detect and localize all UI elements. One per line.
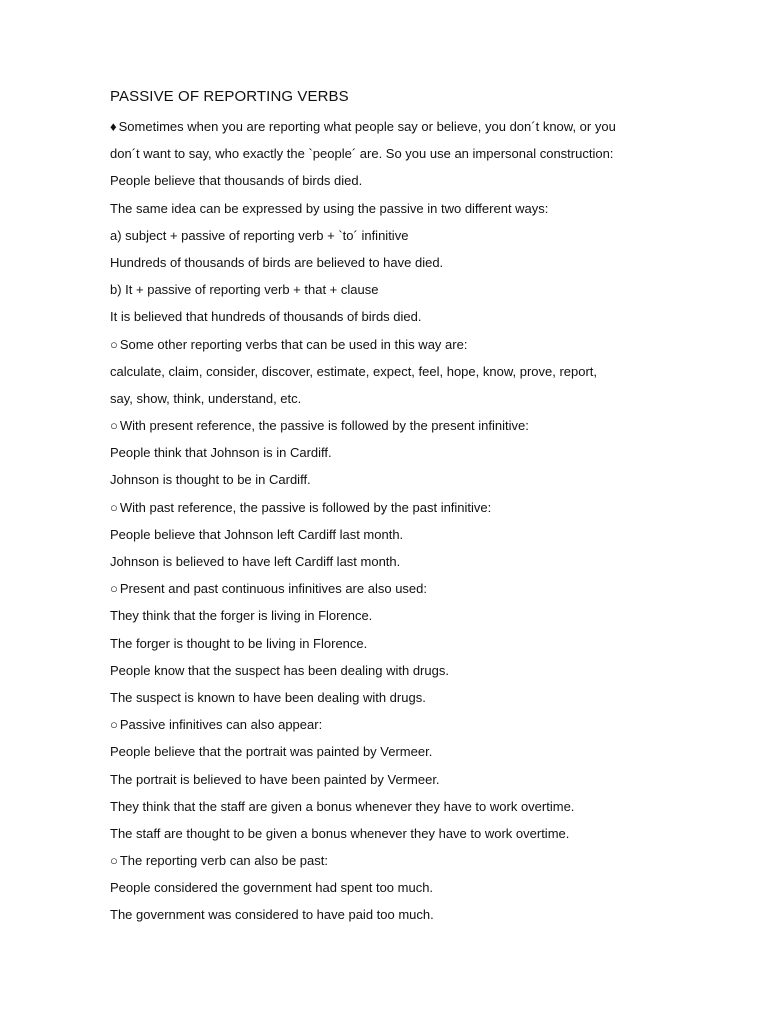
text-line bbox=[110, 608, 710, 635]
text-line bbox=[110, 119, 710, 146]
text-line bbox=[110, 228, 710, 255]
text-line bbox=[110, 853, 710, 880]
text-line bbox=[110, 472, 710, 499]
line-text: Some other reporting verbs that can be used in this way are: bbox=[119, 336, 468, 352]
document-body bbox=[110, 119, 710, 935]
text-line bbox=[110, 907, 710, 934]
text-line bbox=[110, 500, 710, 527]
text-line bbox=[110, 581, 710, 608]
line-text: People know that the suspect has been dealing with drugs. bbox=[110, 662, 449, 678]
circle-bullet-icon: ○ bbox=[110, 581, 118, 597]
text-line bbox=[110, 337, 710, 364]
text-line bbox=[110, 799, 710, 826]
text-line bbox=[110, 880, 710, 907]
text-line bbox=[110, 636, 710, 663]
circle-bullet-icon: ○ bbox=[110, 717, 118, 733]
text-line bbox=[110, 527, 710, 554]
text-line bbox=[110, 445, 710, 472]
text-line bbox=[110, 309, 710, 336]
line-text: say, show, think, understand, etc. bbox=[110, 390, 302, 406]
circle-bullet-icon: ○ bbox=[110, 336, 118, 352]
line-text: People considered the government had spent too much. bbox=[110, 880, 434, 896]
line-text: The staff are thought to be given a bonus whenever they have to work overtime. bbox=[110, 825, 570, 841]
circle-bullet-icon: ○ bbox=[110, 499, 118, 515]
text-line bbox=[110, 554, 710, 581]
text-line bbox=[110, 418, 710, 445]
line-text: Johnson is thought to be in Cardiff. bbox=[110, 472, 311, 488]
diamond-bullet-icon: ♦ bbox=[110, 119, 117, 134]
circle-bullet-icon: ○ bbox=[110, 418, 118, 434]
circle-bullet-icon: ○ bbox=[110, 853, 118, 869]
text-line bbox=[110, 255, 710, 282]
text-line bbox=[110, 173, 710, 200]
line-text: Hundreds of thousands of birds are believed to have died. bbox=[110, 254, 444, 270]
line-text: b) It + passive of reporting verb + that + clause bbox=[110, 282, 379, 298]
text-line bbox=[110, 744, 710, 771]
text-line bbox=[110, 364, 710, 391]
line-text: don´t want to say, who exactly the `people´ are. So you use an impersonal construction: bbox=[110, 146, 614, 162]
text-line bbox=[110, 201, 710, 228]
line-text: Sometimes when you are reporting what people say or believe, you don´t know, or you bbox=[118, 119, 616, 134]
line-text: The same idea can be expressed by using the passive in two different ways: bbox=[110, 200, 549, 216]
line-text: Passive infinitives can also appear: bbox=[119, 717, 323, 733]
text-line bbox=[110, 391, 710, 418]
line-text: The government was considered to have paid too much. bbox=[110, 907, 434, 923]
line-text: They think that the staff are given a bonus whenever they have to work overtime. bbox=[110, 798, 575, 814]
line-text: a) subject + passive of reporting verb + `to´ infinitive bbox=[110, 227, 409, 243]
line-text: People believe that the portrait was painted by Vermeer. bbox=[110, 744, 433, 760]
text-line bbox=[110, 146, 710, 173]
line-text: It is believed that hundreds of thousands of birds died. bbox=[110, 309, 422, 325]
line-text: With past reference, the passive is followed by the past infinitive: bbox=[119, 499, 492, 515]
page-title: PASSIVE OF REPORTING VERBS bbox=[110, 88, 349, 105]
line-text: The forger is thought to be living in Florence. bbox=[110, 635, 368, 651]
line-text: People believe that Johnson left Cardiff last month. bbox=[110, 526, 404, 542]
line-text: They think that the forger is living in Florence. bbox=[110, 608, 373, 624]
line-text: With present reference, the passive is followed by the present infinitive: bbox=[119, 418, 529, 434]
text-line bbox=[110, 690, 710, 717]
line-text: Johnson is believed to have left Cardiff last month. bbox=[110, 554, 401, 569]
line-text: People think that Johnson is in Cardiff. bbox=[110, 445, 332, 461]
line-text: Present and past continuous infinitives are also used: bbox=[119, 581, 427, 597]
text-line bbox=[110, 717, 710, 744]
line-text: The reporting verb can also be past: bbox=[119, 853, 328, 869]
line-text: People believe that thousands of birds died. bbox=[110, 173, 363, 189]
line-text: calculate, claim, consider, discover, estimate, expect, feel, hope, know, prove, report, bbox=[110, 363, 598, 379]
line-text: The suspect is known to have been dealing with drugs. bbox=[110, 689, 426, 705]
text-line bbox=[110, 663, 710, 690]
text-line bbox=[110, 826, 710, 853]
line-text: The portrait is believed to have been painted by Vermeer. bbox=[110, 771, 440, 787]
text-line bbox=[110, 772, 710, 799]
text-line bbox=[110, 282, 710, 309]
